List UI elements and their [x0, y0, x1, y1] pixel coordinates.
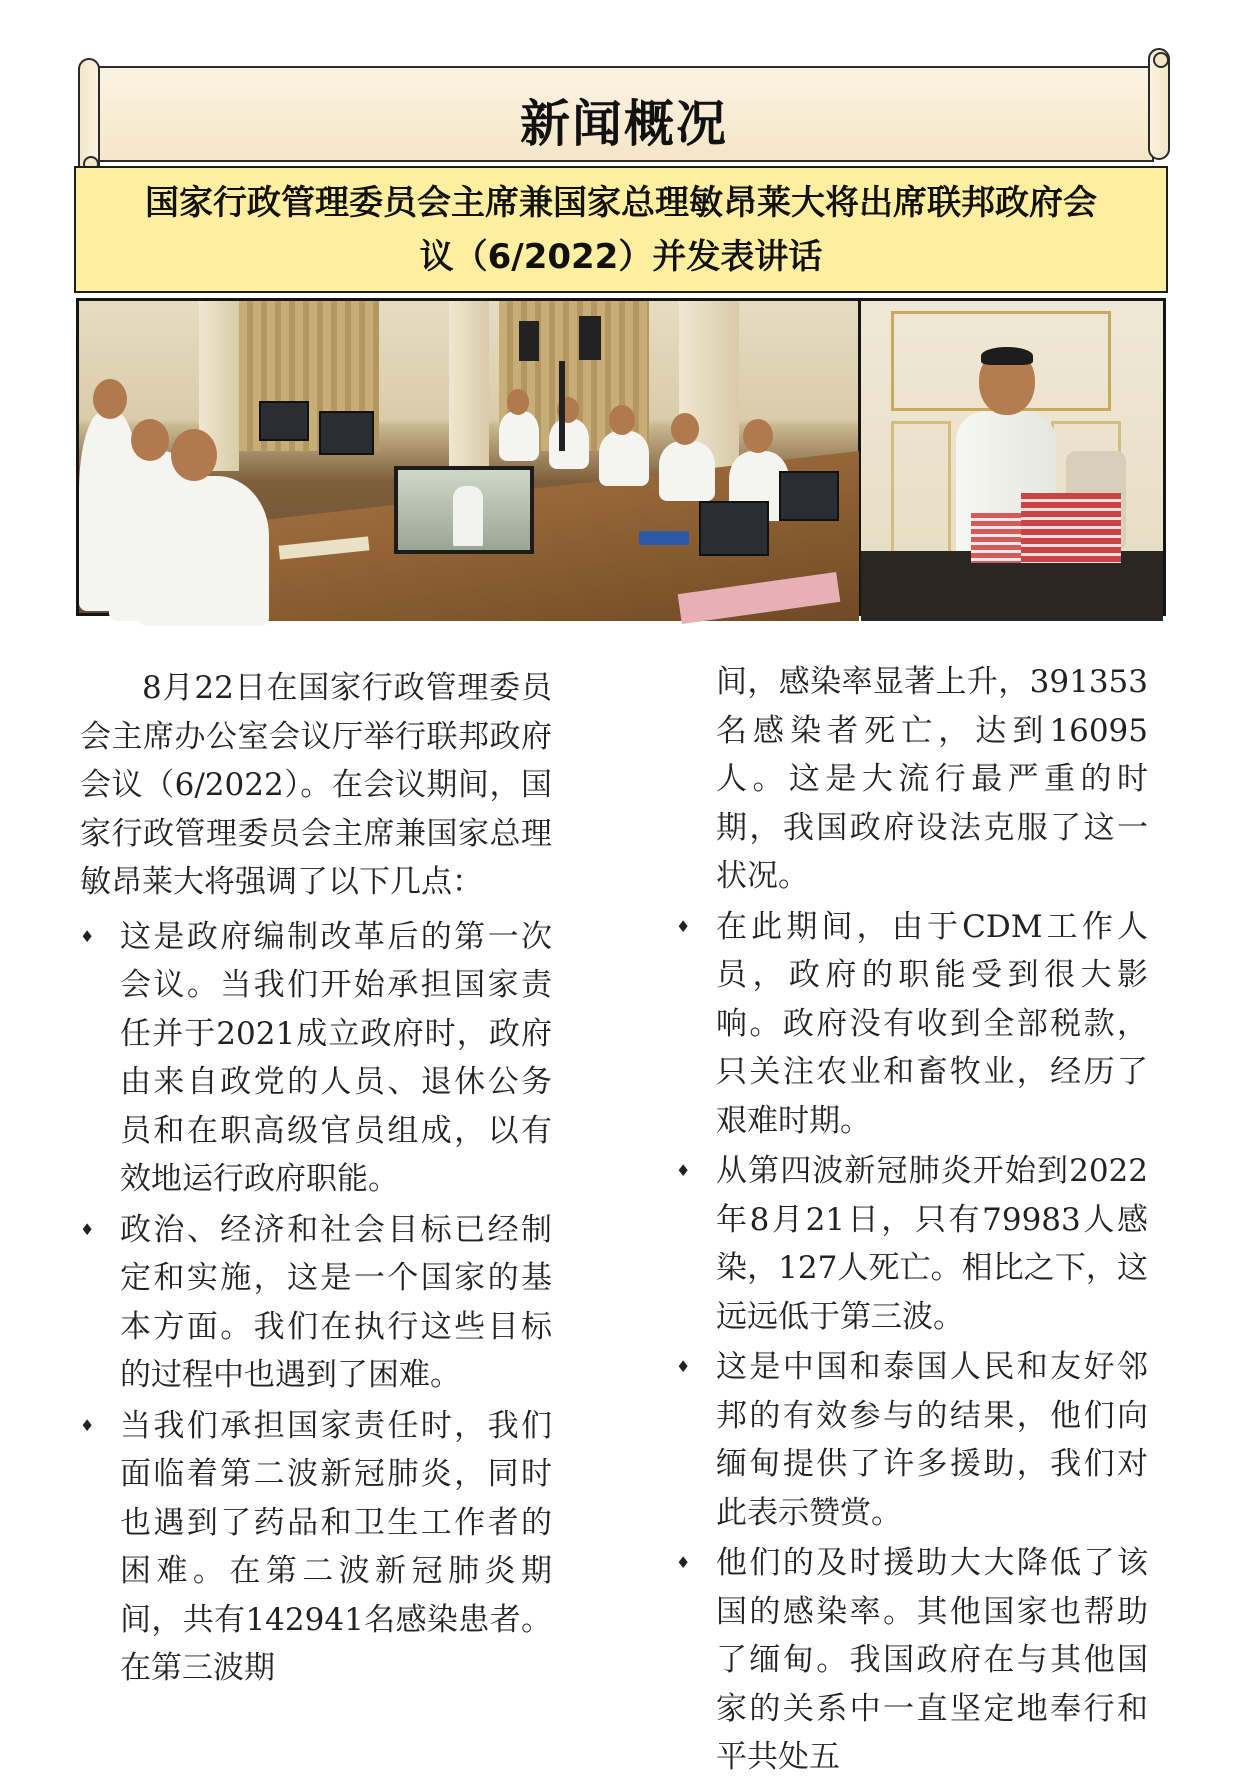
diamond-bullet-icon: ♦: [80, 1219, 95, 1239]
list-item: [676, 1343, 1148, 1537]
diamond-bullet-icon: ♦: [80, 1415, 95, 1435]
chairman-standing-photo: [861, 301, 1163, 613]
headline-line-1: 国家行政管理委员会主席兼国家总理敏昂莱大将出席联邦政府会: [145, 182, 1097, 223]
article-body: [80, 664, 1170, 1775]
diamond-bullet-icon: ♦: [676, 1553, 691, 1572]
diamond-bullet-icon: ♦: [676, 916, 691, 936]
meeting-hall-photo: [79, 301, 858, 613]
continued-text: 间，感染率显著上升，391353名感染者死亡，达到16095人。这是大流行最严重的时期，我国政府设法克服了这一状况。: [716, 664, 1148, 894]
bullet-text: 这是政府编制改革后的第一次会议。当我们开始承担国家责任并于2021成立政府时，政府由来自政党的人员、退休公务员和在职高级官员组成，以有效地运行政府职能。: [120, 918, 552, 1197]
bullet-text: 政治、经济和社会目标已经制定和实施，这是一个国家的基本方面。我们在执行这些目标的过程中也遇到了困难。: [120, 1211, 552, 1393]
video-conference-screen: [394, 466, 534, 554]
photo-strip: [76, 298, 1166, 616]
bullet-text: 这是中国和泰国人民和友好邻邦的有效参与的结果，他们向缅甸提供了许多援助，我们对此表示赞赏。: [716, 1349, 1148, 1531]
headline-box: [74, 166, 1168, 293]
list-item: [80, 913, 552, 1204]
bullet-text: 当我们承担国家责任时，我们面临着第二波新冠肺炎，同时也遇到了药品和卫生工作者的困难。在第二波新冠肺炎期间，共有142941名感染患者。在第三波期: [120, 1407, 552, 1686]
list-item: [80, 1402, 552, 1693]
article-intro: 8月22日在国家行政管理委员会主席办公室会议厅举行联邦政府会议（6/2022）。在会议期间，国家行政管理委员会主席兼国家总理敏昂莱大将强调了以下几点：: [80, 670, 552, 900]
bullet-text: 他们的及时援助大大降低了该国的感染率。其他国家也帮助了缅甸。我国政府在与其他国家的关系中一直坚定地奉行和平共处五: [716, 1545, 1148, 1775]
article-column-left: [80, 664, 552, 1695]
title-scroll-banner: [78, 58, 1170, 170]
list-item: [676, 1147, 1148, 1341]
diamond-bullet-icon: ♦: [676, 1161, 691, 1180]
diamond-bullet-icon: ♦: [80, 926, 95, 946]
headline-text: [145, 176, 1097, 284]
bullet-list-right: [676, 903, 1148, 1782]
article-column-right: [676, 658, 1148, 1784]
diamond-bullet-icon: ♦: [676, 1357, 691, 1376]
list-item: [676, 903, 1148, 1146]
list-item: [676, 1539, 1148, 1782]
bullet-text: 在此期间，由于CDM工作人员，政府的职能受到很大影响。政府没有收到全部税款，只关注农业和畜牧业，经历了艰难时期。: [716, 908, 1148, 1139]
bullet-text: 从第四波新冠肺炎开始到2022年8月21日，只有79983人感染，127人死亡。相比之下，这远远低于第三波。: [716, 1153, 1148, 1335]
bullet-list-left: [80, 913, 552, 1693]
page-title: 新闻概况: [520, 95, 728, 153]
headline-line-2: 议（6/2022）并发表讲话: [419, 236, 823, 277]
list-item: [80, 1206, 552, 1400]
